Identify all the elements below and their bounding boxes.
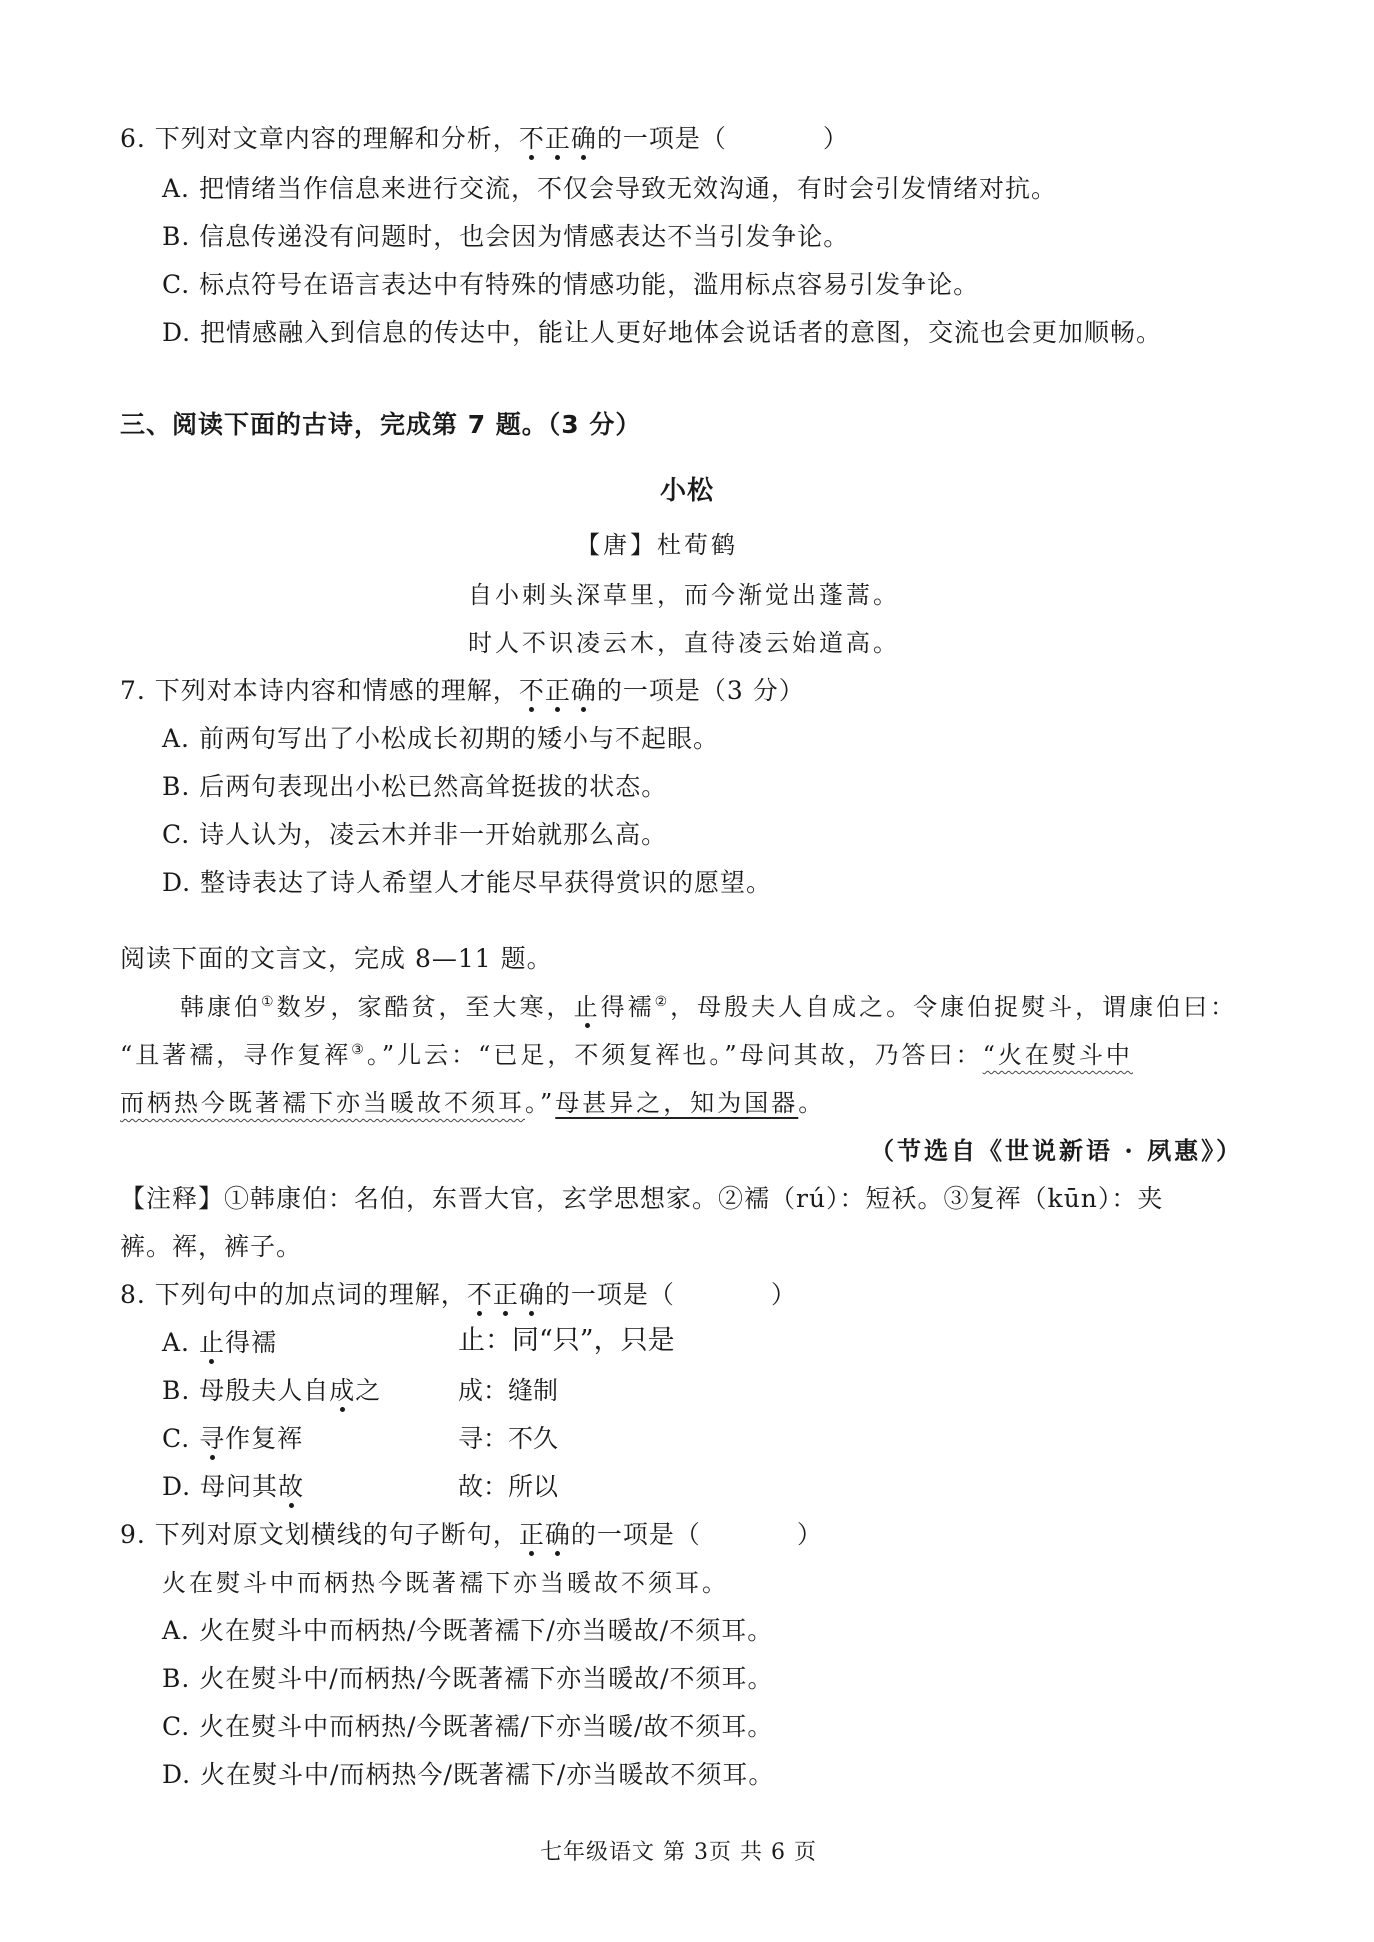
q9-option-b: B. 火在熨斗中/而柄热/今既著襦下亦当暖故/不须耳。 [162,1664,774,1693]
annotation-line-1: 【注释】①韩康伯：名伯，东晋大官，玄学思想家。②襦（rú）：短袄。③复裈（kūn）：夹 [120,1184,1164,1213]
option-text: 母问其 [200,1472,279,1501]
q8-emphasis-char: 不 [467,1278,493,1312]
option-label: D. [162,1472,201,1501]
option-emphasis-char: 故 [278,1470,304,1504]
q8-stem-tail: 的一项是（ [544,1280,675,1309]
q7-stem [120,674,805,708]
q6-emphasis-char: 确 [571,122,597,156]
q9-option-d: D. 火在熨斗中/而柄热今/既著襦下/亦当暖故不须耳。 [162,1760,775,1789]
q7-emphasis-char: 不 [519,674,545,708]
q9-option-a: A. 火在熨斗中而柄热/今既著襦下/亦当暖故/不须耳。 [162,1616,774,1645]
option-label: C. [162,1424,200,1453]
q8-option-c-gloss: 寻：不久 [458,1424,559,1453]
q6-stem-tail: 的一项是（ [596,124,727,153]
option-text: 之 [355,1376,382,1405]
underlined-sentence: 母甚异之，知为国器 [555,1089,799,1117]
option-label: B. [162,1376,200,1405]
q7-option-b: B. 后两句表现出小松已然高耸挺拔的状态。 [162,772,668,801]
option-emphasis-char: 成 [329,1374,355,1408]
q8-stem [120,1278,797,1312]
passage-text: 。”儿云：“已足，不须复裈也。”母问其故，乃答曰： [366,1041,983,1069]
note-marker: ③ [351,1042,367,1058]
option-label: A. [162,1328,199,1357]
passage-line-3 [120,1086,825,1120]
note-marker: ② [654,994,671,1010]
note-marker: ① [261,994,277,1010]
passage-text: “且著襦，寻作复裈 [120,1041,352,1069]
q7-emphasis-char: 确 [571,674,597,708]
wavy-underlined-sentence: 而柄热今既著襦下亦当暖故不须耳 [120,1089,525,1117]
passage-line-1 [180,990,1237,1024]
q9-option-c: C. 火在熨斗中而柄热/今既著襦/下亦当暖/故不须耳。 [162,1712,774,1741]
q6-stem-close: ） [822,124,849,153]
q6-stem [120,122,849,156]
q9-emphasis-char: 正 [519,1518,545,1552]
q8-emphasis-char: 正 [493,1278,519,1312]
page-footer: 七年级语文 第 3页 共 6 页 [540,1840,817,1865]
wavy-underlined-sentence: “火在熨斗中 [982,1041,1133,1069]
q8-option-a-gloss: 止：同“只”，只是 [458,1325,675,1356]
q7-stem-tail: 的一项是（3 分） [596,676,805,705]
section-heading: 三、阅读下面的古诗，完成第 7 题。（3 分） [120,410,642,439]
passage-source: （节选自《世说新语 · 夙惠》） [870,1136,1244,1165]
q8-option-d-gloss: 故：所以 [458,1472,559,1501]
q7-emphasis-char: 正 [545,674,571,708]
q8-option-c [162,1422,303,1456]
q9-emphasis-char: 确 [545,1518,571,1552]
q8-option-b [162,1374,381,1408]
annotation-line-2: 裤。裈，裤子。 [120,1232,303,1261]
q8-stem-text: 8. 下列句中的加点词的理解， [120,1280,467,1309]
passage-text: 。” [525,1089,556,1117]
q9-stem [120,1518,823,1552]
q8-option-b-gloss: 成：缝制 [458,1376,559,1405]
q8-option-a [162,1326,277,1360]
q8-emphasis-char: 确 [519,1278,545,1312]
q6-stem-text: 6. 下列对文章内容的理解和分析， [120,124,519,153]
poem-line-1: 自小刺头深草里，而今渐觉出蓬蒿。 [468,581,900,609]
q7-option-d: D. 整诗表达了诗人希望人才能尽早获得赏识的愿望。 [162,868,773,897]
q6-emphasis-char: 不 [519,122,545,156]
q6-option-b: B. 信息传递没有问题时，也会因为情感表达不当引发争论。 [162,222,850,251]
option-text: 得襦 [224,1328,277,1357]
q9-stem-tail: 的一项是（ [570,1520,701,1549]
passage-text: 得襦 [600,993,655,1021]
poem-title: 小松 [660,476,715,506]
option-text: 作复裈 [225,1424,304,1453]
q6-option-d: D. 把情感融入到信息的传达中，能让人更好地体会说话者的意图，交流也会更加顺畅。 [162,318,1163,347]
q6-emphasis-char: 正 [545,122,571,156]
q8-stem-close: ） [770,1280,797,1309]
option-emphasis-char: 止 [199,1326,225,1360]
q8-option-d [162,1470,304,1504]
q9-sentence: 火在熨斗中而柄热今既著襦下亦当暖故不须耳。 [162,1569,729,1597]
q9-stem-close: ） [796,1520,823,1549]
option-text: 母殷夫人自 [199,1376,330,1405]
q6-option-a: A. 把情绪当作信息来进行交流，不仅会导致无效沟通，有时会引发情绪对抗。 [162,174,1057,203]
poem-author: 【唐】杜荀鹤 [576,531,738,559]
q7-stem-text: 7. 下列对本诗内容和情感的理解， [120,676,519,705]
option-emphasis-char: 寻 [199,1422,225,1456]
q7-option-c: C. 诗人认为，凌云木并非一开始就那么高。 [162,820,668,849]
passage-line-2 [120,1038,1133,1072]
q9-stem-text: 9. 下列对原文划横线的句子断句， [120,1520,519,1549]
passage-text: ，母殷夫人自成之。令康伯捉熨斗，谓康伯曰： [670,993,1238,1021]
passage-text: 。 [798,1089,826,1117]
poem-line-2: 时人不识凌云木，直待凌云始道高。 [468,629,900,657]
classical-intro: 阅读下面的文言文，完成 8—11 题。 [120,944,553,973]
passage-text: 韩康伯 [180,993,261,1021]
passage-emphasis-char: 止 [574,990,601,1024]
q6-option-c: C. 标点符号在语言表达中有特殊的情感功能，滥用标点容易引发争论。 [162,270,980,299]
passage-text: 数岁，家酷贫，至大寒， [276,993,574,1021]
q7-option-a: A. 前两句写出了小松成长初期的矮小与不起眼。 [162,724,719,753]
